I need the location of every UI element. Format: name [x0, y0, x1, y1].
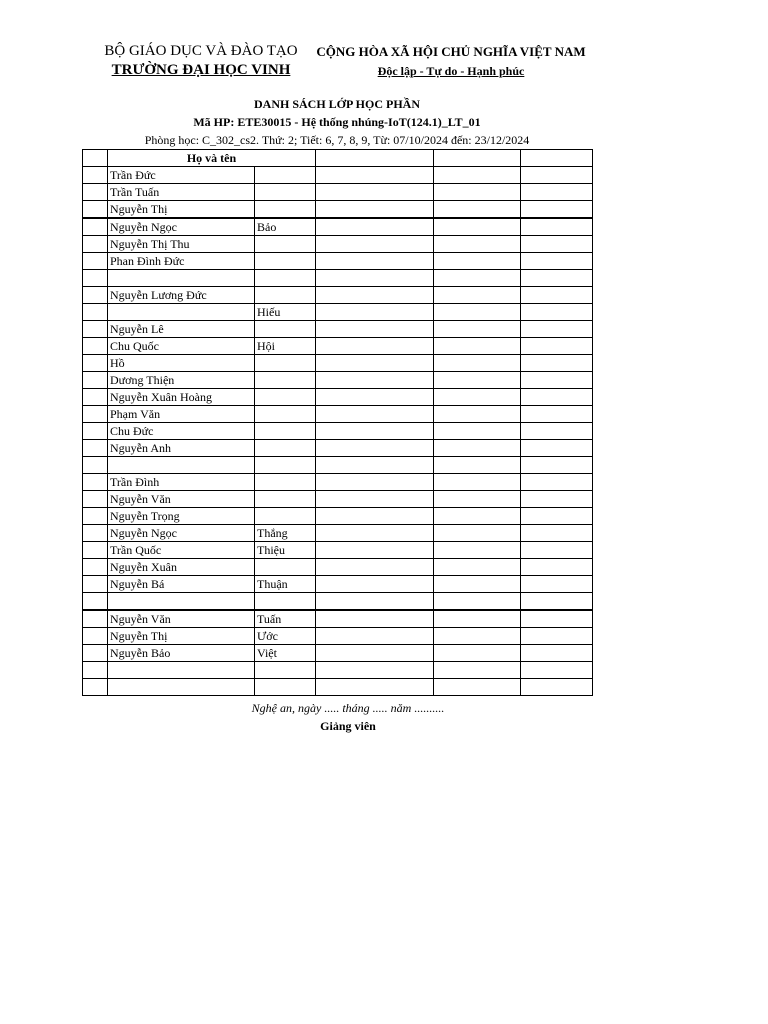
table-row — [83, 167, 593, 184]
table-row — [83, 662, 593, 679]
index-cell — [83, 593, 108, 611]
empty-cell — [316, 610, 434, 628]
first-name-cell: Ước — [255, 628, 316, 645]
index-cell — [83, 440, 108, 457]
table-row — [83, 474, 593, 491]
last-name-cell — [108, 662, 255, 679]
empty-cell — [521, 372, 593, 389]
empty-cell — [434, 338, 521, 355]
index-cell — [83, 372, 108, 389]
table-row — [83, 542, 593, 559]
empty-cell — [434, 440, 521, 457]
empty-cell — [434, 253, 521, 270]
empty-cell — [521, 389, 593, 406]
index-cell — [83, 201, 108, 219]
empty-cell — [521, 201, 593, 219]
empty-cell — [316, 406, 434, 423]
table-row — [83, 440, 593, 457]
last-name-cell: Trần Quốc — [108, 542, 255, 559]
table-body — [83, 167, 593, 696]
empty-cell — [434, 218, 521, 236]
index-cell — [83, 679, 108, 696]
empty-cell — [434, 287, 521, 304]
empty-cell — [521, 253, 593, 270]
empty-cell — [521, 525, 593, 542]
empty-cell — [434, 679, 521, 696]
empty-cell — [434, 321, 521, 338]
index-cell — [83, 270, 108, 287]
last-name-cell: Hồ — [108, 355, 255, 372]
first-name-cell — [255, 184, 316, 201]
last-name-cell: Nguyễn Anh — [108, 440, 255, 457]
index-cell — [83, 236, 108, 253]
table-row — [83, 508, 593, 525]
empty-cell — [521, 593, 593, 611]
last-name-cell: Chu Quốc — [108, 338, 255, 355]
index-cell — [83, 338, 108, 355]
lecturer-label: Giảng viên — [320, 719, 376, 733]
table-row — [83, 525, 593, 542]
empty-cell — [316, 287, 434, 304]
last-name-cell: Nguyễn Thị — [108, 628, 255, 645]
name-header: Họ và tên — [108, 150, 316, 167]
empty-cell — [521, 679, 593, 696]
index-cell — [83, 355, 108, 372]
empty-cell — [316, 184, 434, 201]
index-cell — [83, 184, 108, 201]
empty-cell — [316, 372, 434, 389]
empty-cell — [434, 167, 521, 184]
last-name-cell — [108, 270, 255, 287]
empty-cell — [316, 491, 434, 508]
empty-cell — [316, 253, 434, 270]
first-name-cell — [255, 559, 316, 576]
empty-cell — [434, 236, 521, 253]
index-cell — [83, 525, 108, 542]
empty-cell — [434, 406, 521, 423]
table-row — [83, 576, 593, 593]
date-line: Nghệ an, ngày ..... tháng ..... năm .......... — [251, 701, 445, 715]
last-name-cell: Nguyễn Lê — [108, 321, 255, 338]
empty-cell — [521, 542, 593, 559]
last-name-cell — [108, 457, 255, 474]
first-name-cell: Hội — [255, 338, 316, 355]
last-name-cell: Phan Đình Đức — [108, 253, 255, 270]
empty-cell — [316, 236, 434, 253]
last-name-cell: Nguyễn Văn — [108, 491, 255, 508]
first-name-cell — [255, 593, 316, 611]
empty-cell — [521, 406, 593, 423]
index-cell — [83, 645, 108, 662]
empty-cell — [434, 645, 521, 662]
last-name-cell: Nguyễn Ngọc — [108, 525, 255, 542]
first-name-cell — [255, 321, 316, 338]
column-header-4 — [316, 150, 434, 167]
empty-cell — [521, 321, 593, 338]
first-name-cell: Bảo — [255, 218, 316, 236]
index-cell — [83, 662, 108, 679]
table-row — [83, 218, 593, 236]
empty-cell — [316, 304, 434, 321]
index-cell — [83, 253, 108, 270]
last-name-cell: Dương Thiện — [108, 372, 255, 389]
empty-cell — [434, 576, 521, 593]
empty-cell — [316, 508, 434, 525]
last-name-cell — [108, 304, 255, 321]
empty-cell — [316, 559, 434, 576]
empty-cell — [521, 559, 593, 576]
table-header-row — [83, 150, 593, 167]
empty-cell — [521, 491, 593, 508]
last-name-cell: Nguyễn Lương Đức — [108, 287, 255, 304]
table-row — [83, 236, 593, 253]
last-name-cell: Phạm Văn — [108, 406, 255, 423]
empty-cell — [434, 457, 521, 474]
empty-cell — [316, 679, 434, 696]
empty-cell — [316, 355, 434, 372]
empty-cell — [521, 355, 593, 372]
empty-cell — [434, 474, 521, 491]
last-name-cell: Nguyễn Bảo — [108, 645, 255, 662]
document-title: DANH SÁCH LỚP HỌC PHẦN — [253, 97, 420, 111]
table-row — [83, 355, 593, 372]
empty-cell — [316, 201, 434, 219]
index-cell — [83, 491, 108, 508]
index-cell — [83, 576, 108, 593]
last-name-cell: Trần Đình — [108, 474, 255, 491]
index-header — [83, 150, 108, 167]
first-name-cell — [255, 355, 316, 372]
empty-cell — [316, 645, 434, 662]
empty-cell — [434, 270, 521, 287]
index-cell — [83, 321, 108, 338]
first-name-cell — [255, 270, 316, 287]
last-name-cell: Nguyễn Xuân Hoàng — [108, 389, 255, 406]
course-code: Mã HP: ETE30015 - Hệ thống nhúng-IoT(124.1)_LT_01 — [193, 115, 481, 129]
last-name-cell: Nguyễn Thị Thu — [108, 236, 255, 253]
last-name-cell: Nguyễn Thị — [108, 201, 255, 219]
first-name-cell — [255, 423, 316, 440]
empty-cell — [521, 270, 593, 287]
empty-cell — [316, 440, 434, 457]
first-name-cell — [255, 372, 316, 389]
index-cell — [83, 559, 108, 576]
table-row — [83, 593, 593, 611]
table-row — [83, 184, 593, 201]
empty-cell — [434, 525, 521, 542]
table-row — [83, 304, 593, 321]
empty-cell — [434, 628, 521, 645]
empty-cell — [521, 474, 593, 491]
empty-cell — [521, 218, 593, 236]
index-cell — [83, 406, 108, 423]
index-cell — [83, 218, 108, 236]
empty-cell — [316, 542, 434, 559]
last-name-cell: Nguyễn Trọng — [108, 508, 255, 525]
empty-cell — [316, 593, 434, 611]
empty-cell — [316, 474, 434, 491]
empty-cell — [521, 628, 593, 645]
table-row — [83, 423, 593, 440]
last-name-cell — [108, 679, 255, 696]
first-name-cell — [255, 662, 316, 679]
first-name-cell — [255, 440, 316, 457]
empty-cell — [521, 610, 593, 628]
table-row — [83, 321, 593, 338]
empty-cell — [434, 355, 521, 372]
empty-cell — [316, 525, 434, 542]
empty-cell — [434, 508, 521, 525]
table-row — [83, 389, 593, 406]
empty-cell — [316, 338, 434, 355]
index-cell — [83, 457, 108, 474]
empty-cell — [521, 338, 593, 355]
first-name-cell — [255, 287, 316, 304]
empty-cell — [316, 628, 434, 645]
index-cell — [83, 628, 108, 645]
empty-cell — [434, 593, 521, 611]
school-name: TRƯỜNG ĐẠI HỌC VINH — [111, 62, 291, 78]
first-name-cell — [255, 389, 316, 406]
index-cell — [83, 542, 108, 559]
student-table — [82, 149, 593, 696]
first-name-cell — [255, 491, 316, 508]
index-cell — [83, 304, 108, 321]
empty-cell — [316, 662, 434, 679]
empty-cell — [521, 236, 593, 253]
last-name-cell: Nguyễn Ngọc — [108, 218, 255, 236]
first-name-cell — [255, 474, 316, 491]
empty-cell — [434, 662, 521, 679]
last-name-cell — [108, 593, 255, 611]
empty-cell — [434, 389, 521, 406]
empty-cell — [521, 167, 593, 184]
empty-cell — [521, 662, 593, 679]
index-cell — [83, 508, 108, 525]
table-row — [83, 406, 593, 423]
first-name-cell: Việt — [255, 645, 316, 662]
empty-cell — [434, 542, 521, 559]
empty-cell — [434, 184, 521, 201]
last-name-cell: Nguyễn Văn — [108, 610, 255, 628]
table-row — [83, 201, 593, 219]
empty-cell — [316, 218, 434, 236]
ministry-name: BỘ GIÁO DỤC VÀ ĐÀO TẠO — [104, 43, 298, 59]
first-name-cell: Thiệu — [255, 542, 316, 559]
empty-cell — [521, 423, 593, 440]
first-name-cell — [255, 679, 316, 696]
table-row — [83, 491, 593, 508]
first-name-cell: Thuận — [255, 576, 316, 593]
first-name-cell — [255, 457, 316, 474]
empty-cell — [521, 287, 593, 304]
table-row — [83, 679, 593, 696]
index-cell — [83, 167, 108, 184]
first-name-cell: Hiếu — [255, 304, 316, 321]
last-name-cell: Nguyễn Bá — [108, 576, 255, 593]
table-row — [83, 559, 593, 576]
last-name-cell: Trần Đức — [108, 167, 255, 184]
index-cell — [83, 610, 108, 628]
empty-cell — [521, 184, 593, 201]
table-row — [83, 287, 593, 304]
empty-cell — [521, 457, 593, 474]
empty-cell — [521, 508, 593, 525]
empty-cell — [316, 167, 434, 184]
table-row — [83, 645, 593, 662]
empty-cell — [521, 440, 593, 457]
room-schedule: Phòng học: C_302_cs2. Thứ: 2; Tiết: 6, 7, 8, 9, Từ: 07/10/2024 đến: 23/12/2024 — [144, 133, 530, 147]
last-name-cell: Trần Tuấn — [108, 184, 255, 201]
first-name-cell — [255, 253, 316, 270]
empty-cell — [316, 576, 434, 593]
empty-cell — [434, 201, 521, 219]
table-row — [83, 610, 593, 628]
index-cell — [83, 389, 108, 406]
first-name-cell — [255, 406, 316, 423]
republic-name: CỘNG HÒA XÃ HỘI CHỦ NGHĨA VIỆT NAM — [316, 44, 586, 59]
table-row — [83, 372, 593, 389]
first-name-cell: Tuấn — [255, 610, 316, 628]
last-name-cell: Chu Đức — [108, 423, 255, 440]
empty-cell — [521, 576, 593, 593]
index-cell — [83, 474, 108, 491]
index-cell — [83, 287, 108, 304]
empty-cell — [316, 270, 434, 287]
index-cell — [83, 423, 108, 440]
column-header-5 — [434, 150, 521, 167]
first-name-cell — [255, 201, 316, 219]
empty-cell — [434, 610, 521, 628]
empty-cell — [434, 423, 521, 440]
empty-cell — [316, 423, 434, 440]
first-name-cell — [255, 167, 316, 184]
table-row — [83, 270, 593, 287]
table-row — [83, 628, 593, 645]
table-row — [83, 457, 593, 474]
first-name-cell — [255, 236, 316, 253]
empty-cell — [434, 491, 521, 508]
empty-cell — [316, 457, 434, 474]
column-header-6 — [521, 150, 593, 167]
empty-cell — [316, 321, 434, 338]
empty-cell — [521, 645, 593, 662]
first-name-cell: Thắng — [255, 525, 316, 542]
table-row — [83, 253, 593, 270]
table-row — [83, 338, 593, 355]
empty-cell — [434, 559, 521, 576]
first-name-cell — [255, 508, 316, 525]
national-motto: Độc lập - Tự do - Hạnh phúc — [377, 64, 525, 78]
empty-cell — [434, 304, 521, 321]
empty-cell — [316, 389, 434, 406]
last-name-cell: Nguyễn Xuân — [108, 559, 255, 576]
empty-cell — [434, 372, 521, 389]
empty-cell — [521, 304, 593, 321]
